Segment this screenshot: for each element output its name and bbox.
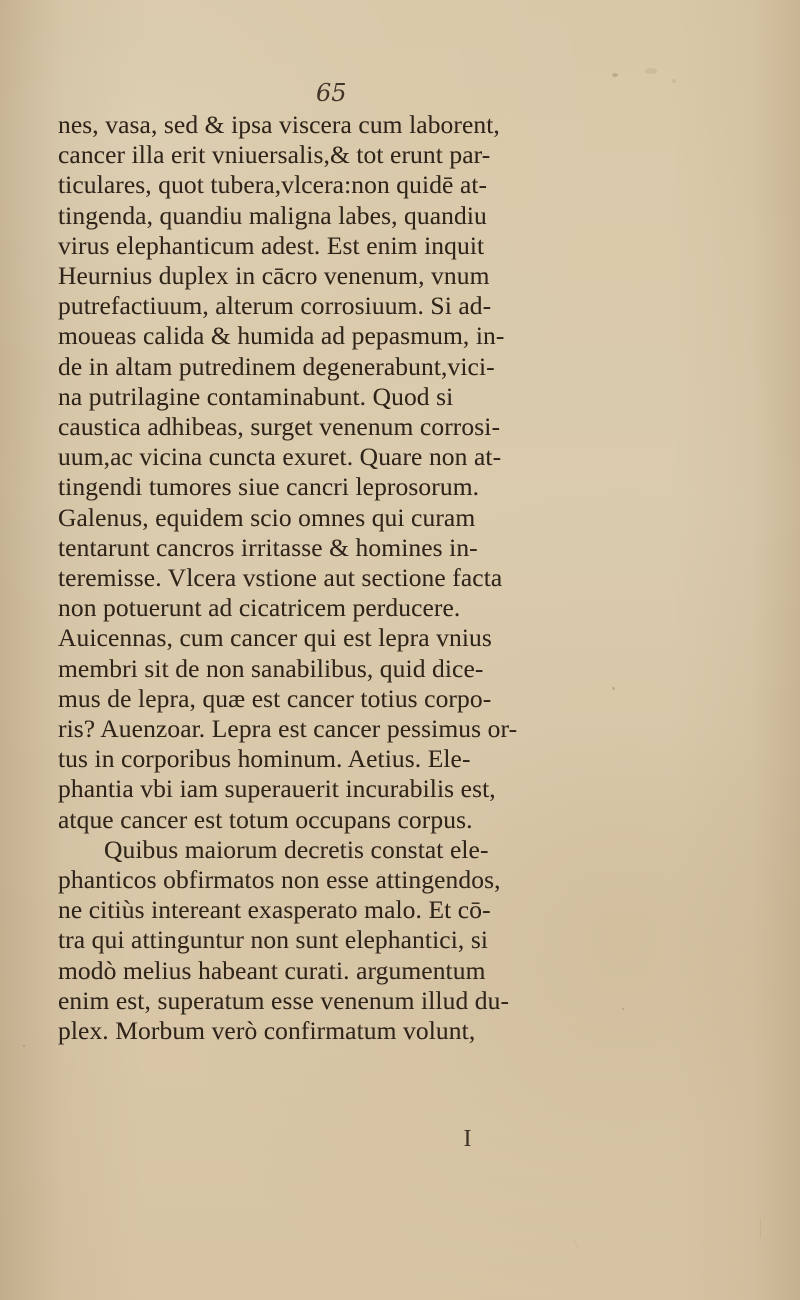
paper-stain	[612, 73, 618, 77]
paper-stain	[23, 1045, 25, 1047]
text-line-12: uum,ac vicina cuncta exuret. Quare non at-	[58, 442, 502, 472]
paper-stain	[672, 79, 676, 83]
body-text	[58, 110, 618, 1046]
text-line-20: mus de lepra, quæ est cancer totius corpo-	[58, 683, 492, 713]
text-line-22: tus in corporibus hominum. Aetius. Ele-	[58, 744, 471, 774]
text-line-25: Quibus maiorum decretis constat ele-	[104, 834, 489, 864]
text-line-11: caustica adhibeas, surget venenum corrosi-	[58, 412, 501, 442]
paper-stain	[645, 68, 657, 74]
text-line-9: de in altam putredinem degenerabunt,vici-	[58, 351, 495, 381]
text-line-31: plex. Morbum verò confirmatum volunt,	[58, 1016, 476, 1046]
text-line-3: ticulares, quot tubera,vlcera:non quidē at-	[58, 170, 488, 200]
text-line-1: nes, vasa, sed & ipsa viscera cum laborent,	[58, 110, 500, 139]
text-line-29: modò melius habeant curati. argumentum	[58, 955, 486, 985]
paper-fiber	[760, 1218, 761, 1238]
text-line-27: ne citiùs intereant exasperato malo. Et cō-	[58, 895, 491, 925]
text-line-2: cancer illa erit vniuersalis,& tot erunt par-	[58, 140, 491, 170]
text-line-13: tingendi tumores siue cancri leprosorum.	[58, 472, 480, 502]
paper-stain	[622, 1008, 624, 1010]
text-line-26: phanticos obfirmatos non esse attingendos,	[58, 865, 501, 895]
text-line-19: membri sit de non sanabilibus, quid dice-	[58, 653, 484, 683]
text-line-8: moueas calida & humida ad pepasmum, in-	[58, 321, 505, 351]
text-line-24: atque cancer est totum occupans corpus.	[58, 804, 473, 834]
page-number: 65	[316, 79, 347, 107]
text-line-6: Heurnius duplex in cācro venenum, vnum	[58, 261, 490, 291]
text-line-30: enim est, superatum esse venenum illud du-	[58, 985, 510, 1015]
text-line-18: Auicennas, cum cancer qui est lepra vnius	[58, 623, 492, 653]
text-line-4: tingenda, quandiu maligna labes, quandiu	[58, 200, 487, 230]
catchword: I	[463, 1126, 472, 1152]
text-line-15: tentarunt cancros irritasse & homines in-	[58, 532, 478, 562]
text-line-23: phantia vbi iam superauerit incurabilis est,	[58, 774, 496, 804]
text-line-14: Galenus, equidem scio omnes qui curam	[58, 502, 476, 532]
text-line-5: virus elephanticum adest. Est enim inquit	[58, 230, 485, 260]
paper-fiber	[572, 1238, 579, 1251]
text-line-21: ris? Auenzoar. Lepra est cancer pessimus or-	[58, 714, 518, 744]
text-line-17: non potuerunt ad cicatricem perducere.	[58, 593, 461, 623]
text-line-16: teremisse. Vlcera vstione aut sectione facta	[58, 563, 503, 593]
text-line-7: putrefactiuum, alterum corrosiuum. Si ad-	[58, 291, 492, 321]
text-line-10: na putrilagine contaminabunt. Quod si	[58, 381, 454, 411]
text-line-28: tra qui attinguntur non sunt elephantici, si	[58, 925, 489, 955]
